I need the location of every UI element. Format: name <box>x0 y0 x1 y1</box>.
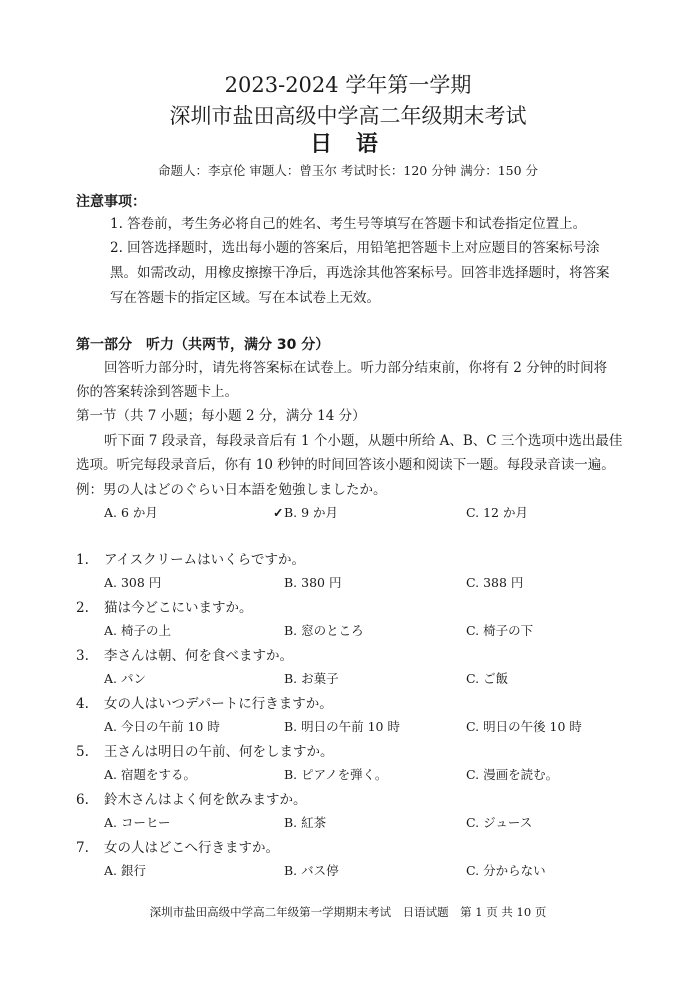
option-c: C. 分からない <box>466 863 546 878</box>
option-b: B. 窓のところ <box>284 623 364 638</box>
option-a: A. 銀行 <box>104 863 146 878</box>
option-a: A. コーヒー <box>104 815 171 830</box>
option-c: C. ジュース <box>466 815 533 830</box>
question-number: 1. <box>76 552 89 568</box>
notice-item-2-line-3: 写在答题卡的指定区域。写在本试卷上无效。 <box>110 290 380 306</box>
question-number: 5. <box>76 744 89 760</box>
notice-item-2-line-1: 2. 回答选择题时，选出每小题的答案后，用铅笔把答题卡上对应题目的答案标号涂 <box>110 240 600 256</box>
example-option-c: C. 12 か月 <box>466 505 528 520</box>
subject-title: 日 语 <box>310 132 386 157</box>
question-number: 7. <box>76 840 89 856</box>
option-b: B. ピアノを弾く。 <box>284 767 388 782</box>
question-text: 王さんは明日の午前、何をしますか。 <box>104 744 334 760</box>
part1-heading: 第一部分 听力（共两节，满分 30 分） <box>76 337 330 353</box>
notice-item-1: 1. 答卷前，考生务必将自己的姓名、考生号等填写在答题卡和试卷指定位置上。 <box>110 216 587 232</box>
question-number: 2. <box>76 600 89 616</box>
question-number: 3. <box>76 648 89 664</box>
section-1-heading: 第一节（共 7 小题；每小题 2 分，满分 14 分） <box>76 408 366 424</box>
question-text: 女の人はどこへ行きますか。 <box>104 840 279 856</box>
question-text: アイスクリームはいくらですか。 <box>104 552 306 568</box>
part1-intro-line-1: 回答听力部分时，请先将答案标在试卷上。听力部分结束前，你将有 2 分钟的时间将 <box>104 360 608 376</box>
example-question: 例：男の人はどのぐらい日本語を勉強しましたか。 <box>76 482 387 498</box>
part1-intro-line-2: 你的答案转涂到答题卡上。 <box>76 384 238 400</box>
option-b: B. バス停 <box>284 863 339 878</box>
option-c: C. ご飯 <box>466 671 509 686</box>
notice-heading: 注意事项： <box>76 194 146 210</box>
option-a: A. 椅子の上 <box>104 623 171 638</box>
option-c: C. 椅子の下 <box>466 623 534 638</box>
option-a: A. パン <box>104 671 146 686</box>
exam-title: 深圳市盐田高级中学高二年级期末考试 <box>169 104 527 128</box>
question-number: 6. <box>76 792 89 808</box>
page-footer: 深圳市盐田高级中学高二年级第一学期期末考试 日语试题 第 1 页 共 10 页 <box>149 905 547 919</box>
question-text: 女の人はいつデパートに行きますか。 <box>104 696 333 712</box>
section-1-instruction-line-1: 听下面 7 段录音，每段录音后有 1 个小题，从题中所给 A、B、C 三个选项中选出最佳 <box>104 433 623 449</box>
option-a: A. 308 円 <box>104 575 162 590</box>
option-b: B. お菓子 <box>284 671 339 686</box>
question-text: 鈴木さんはよく何を飲みますか。 <box>104 792 307 808</box>
option-c: C. 明日の午後 10 時 <box>466 719 582 734</box>
question-text: 猫は今どこにいますか。 <box>104 600 253 616</box>
question-text: 李さんは朝、何を食べますか。 <box>104 648 293 664</box>
example-option-b: B. 9 か月 <box>284 505 339 520</box>
notice-item-2-line-2: 黑。如需改动，用橡皮擦擦干净后，再选涂其他答案标号。回答非选择题时，将答案 <box>110 265 610 281</box>
question-number: 4. <box>76 696 89 712</box>
option-b: B. 380 円 <box>284 575 342 590</box>
exam-meta: 命题人：李京伦 审题人：曾玉尔 考试时长：120 分钟 满分：150 分 <box>157 163 539 178</box>
example-check-mark: ✓ <box>273 505 284 520</box>
option-a: A. 宿題をする。 <box>104 767 196 782</box>
option-a: A. 今日の午前 10 時 <box>104 719 220 734</box>
option-b: B. 明日の午前 10 時 <box>284 719 400 734</box>
section-1-instruction-line-2: 选项。听完每段录音后，你有 10 秒钟的时间回答该小题和阅读下一题。每段录音读一遍。 <box>76 457 615 473</box>
option-c: C. 388 円 <box>466 575 524 590</box>
option-c: C. 漫画を読む。 <box>466 767 559 782</box>
exam-term: 2023-2024 学年第一学期 <box>224 73 472 97</box>
option-b: B. 紅茶 <box>284 815 327 830</box>
example-option-a: A. 6 か月 <box>104 505 158 520</box>
